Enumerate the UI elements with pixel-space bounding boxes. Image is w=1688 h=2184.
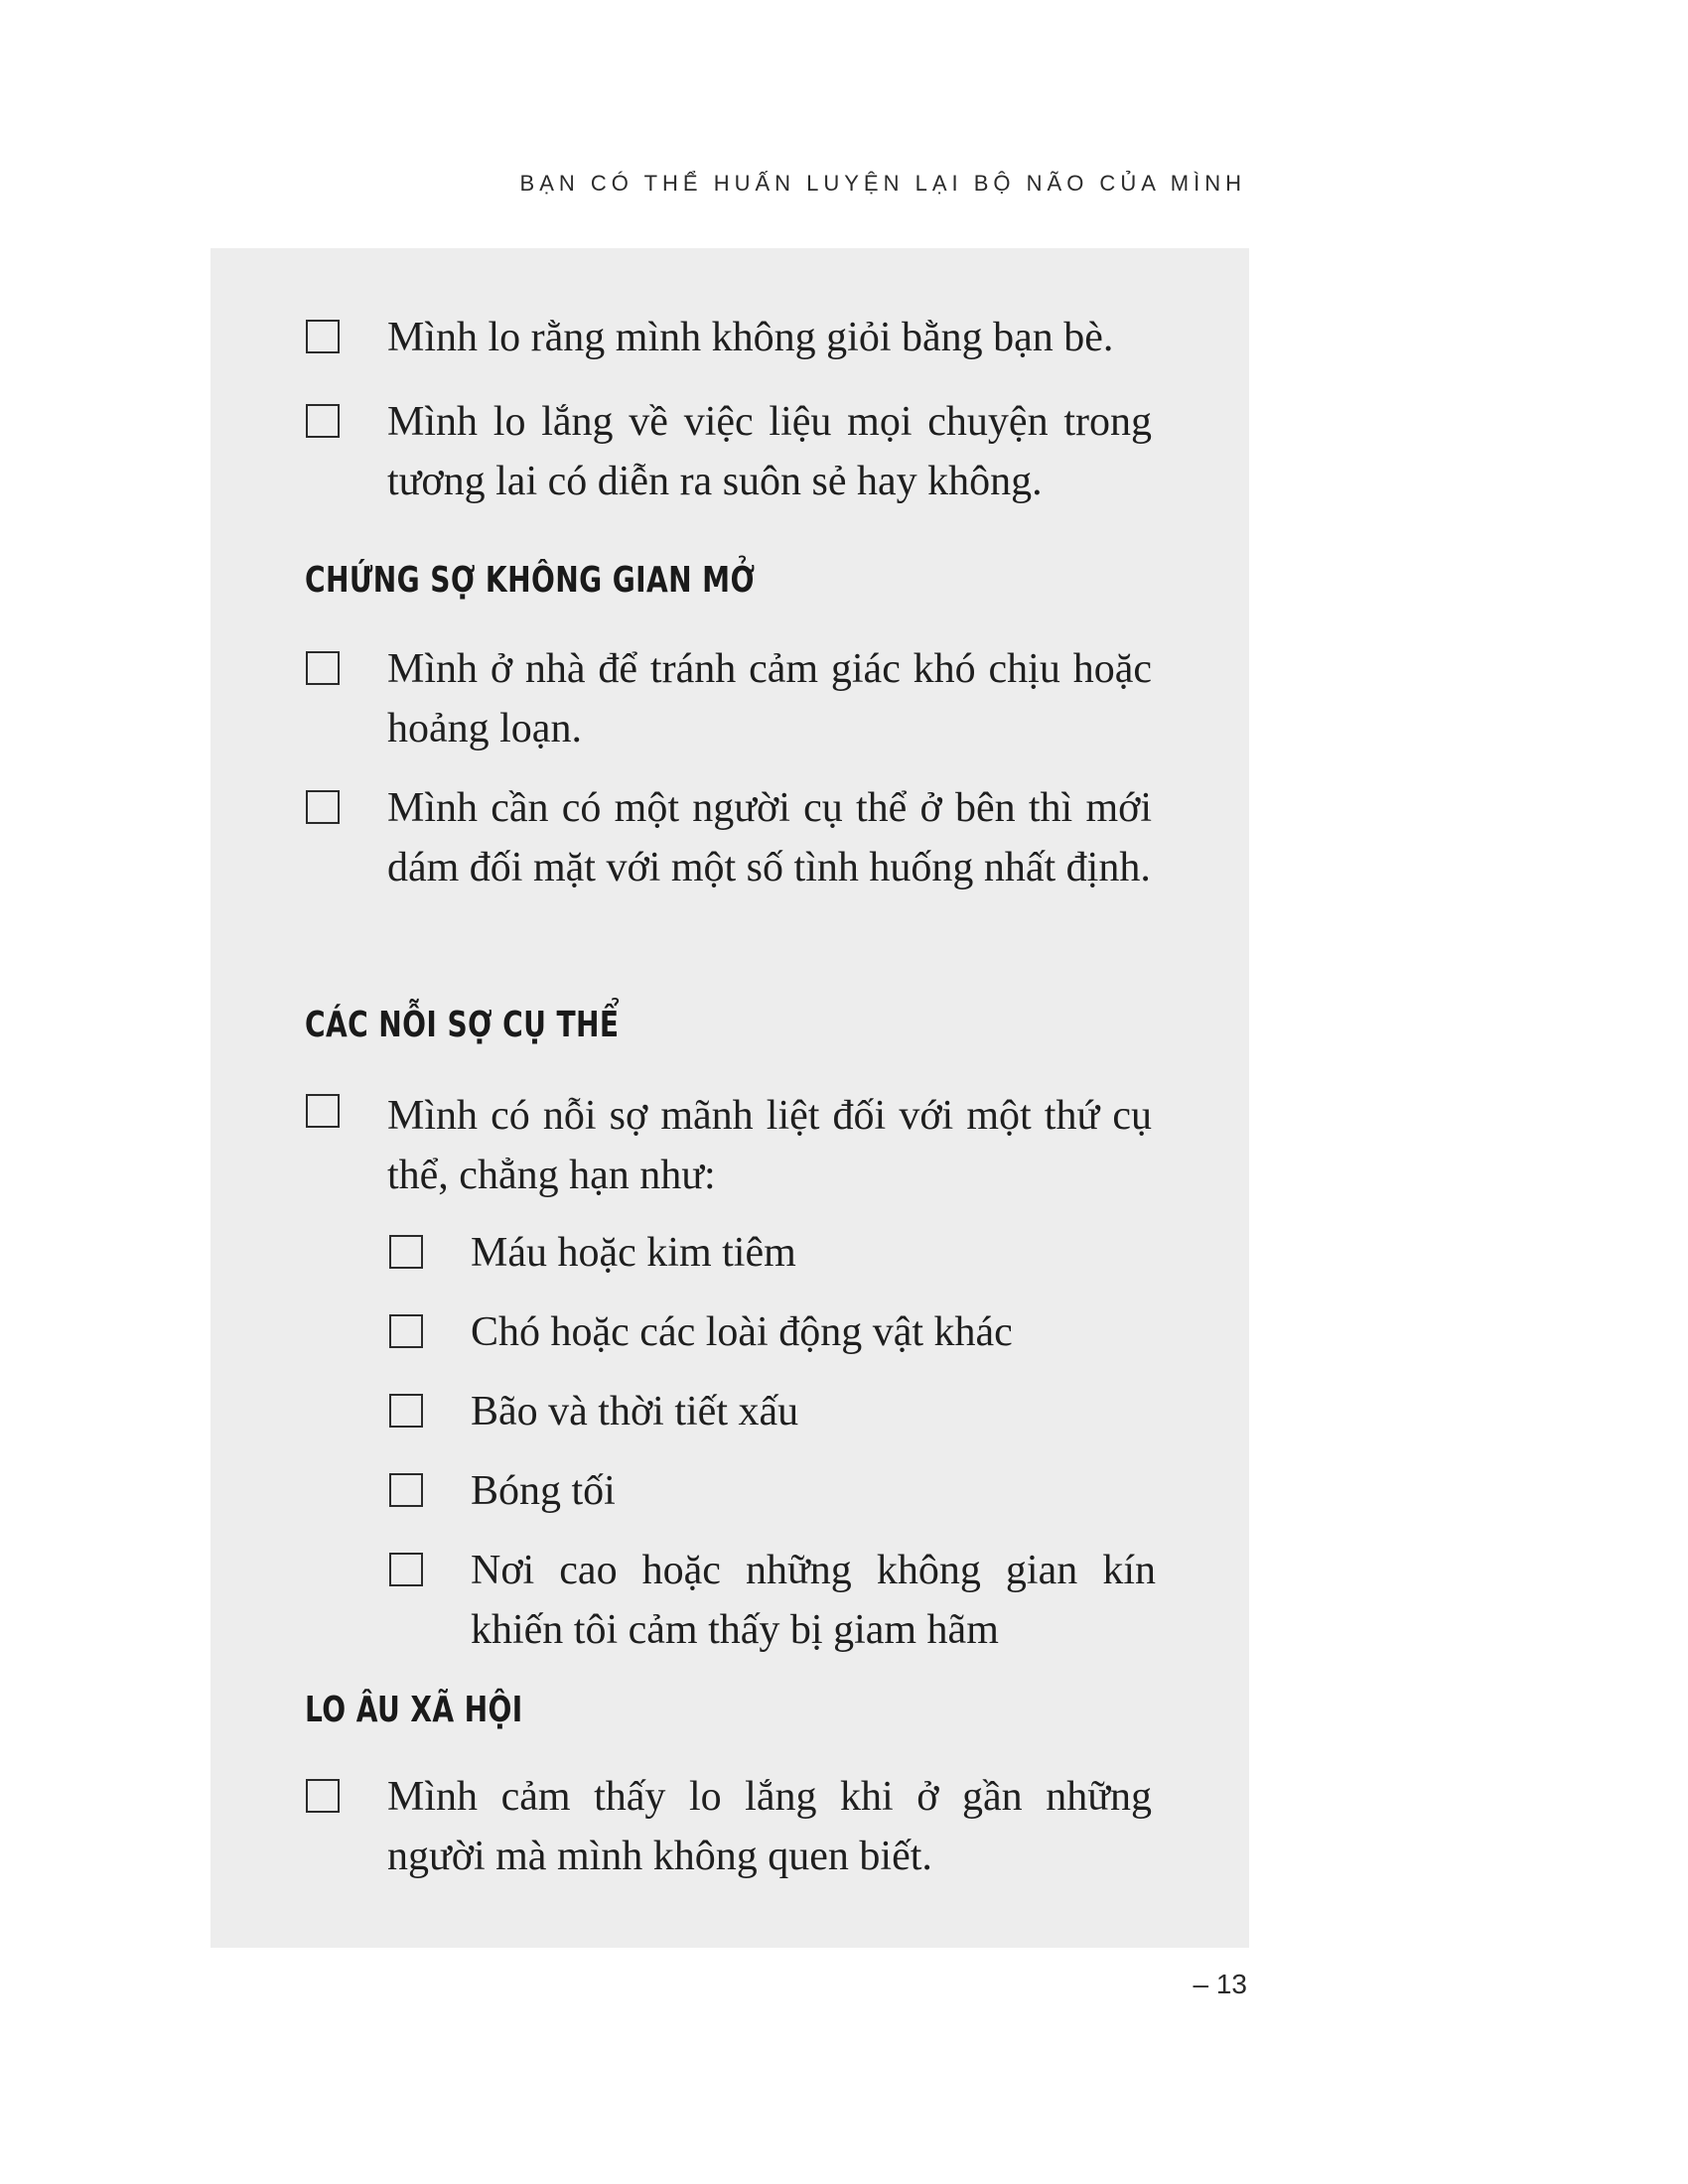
checkbox[interactable] [306,651,340,685]
checklist-item-text: Mình cảm thấy lo lắng khi ở gần những người mà mình không quen biết. [387,1774,1152,1879]
checkbox[interactable] [389,1394,423,1428]
section-heading-agoraphobia: CHỨNG SỢ KHÔNG GIAN MỞ [305,560,756,601]
section-heading-specific-fears: CÁC NỖI SỢ CỤ THỂ [305,1005,620,1045]
checklist-subitem-text: Nơi cao hoặc những không gian kín khiến tôi cảm thấy bị giam hãm [471,1548,1156,1653]
checkbox[interactable] [389,1314,423,1348]
checklist-item-text: Mình lo lắng về việc liệu mọi chuyện trong tương lai có diễn ra suôn sẻ hay không. [387,399,1152,504]
running-head: BẠN CÓ THỂ HUẤN LUYỆN LẠI BỘ NÃO CỦA MÌNH [519,171,1246,196]
checkbox[interactable] [306,1094,340,1128]
checkbox[interactable] [389,1235,423,1269]
checkbox[interactable] [389,1473,423,1507]
checkbox[interactable] [306,404,340,438]
checklist-subitem-text: Chó hoặc các loài động vật khác [471,1309,1013,1355]
checkbox[interactable] [389,1553,423,1586]
section-heading-social-anxiety: LO ÂU XÃ HỘI [305,1690,523,1730]
checklist-subitem-text: Bão và thời tiết xấu [471,1389,799,1434]
checklist-item-text: Mình cần có một người cụ thể ở bên thì mới dám đối mặt với một số tình huống nhất định. [387,785,1152,890]
checklist-item-text: Mình có nỗi sợ mãnh liệt đối với một thứ cụ thể, chẳng hạn như: [387,1093,1152,1198]
checkbox[interactable] [306,320,340,353]
checklist-subitem-text: Máu hoặc kim tiêm [471,1230,796,1276]
checklist-panel [211,248,1249,1948]
checkbox[interactable] [306,790,340,824]
checkbox[interactable] [306,1779,340,1813]
checklist-item-text: Mình ở nhà để tránh cảm giác khó chịu hoặc hoảng loạn. [387,646,1152,751]
checklist-item-text: Mình lo rằng mình không giỏi bằng bạn bè. [387,315,1114,360]
checklist-subitem-text: Bóng tối [471,1468,616,1514]
page-number: – 13 [1193,1969,1247,1999]
